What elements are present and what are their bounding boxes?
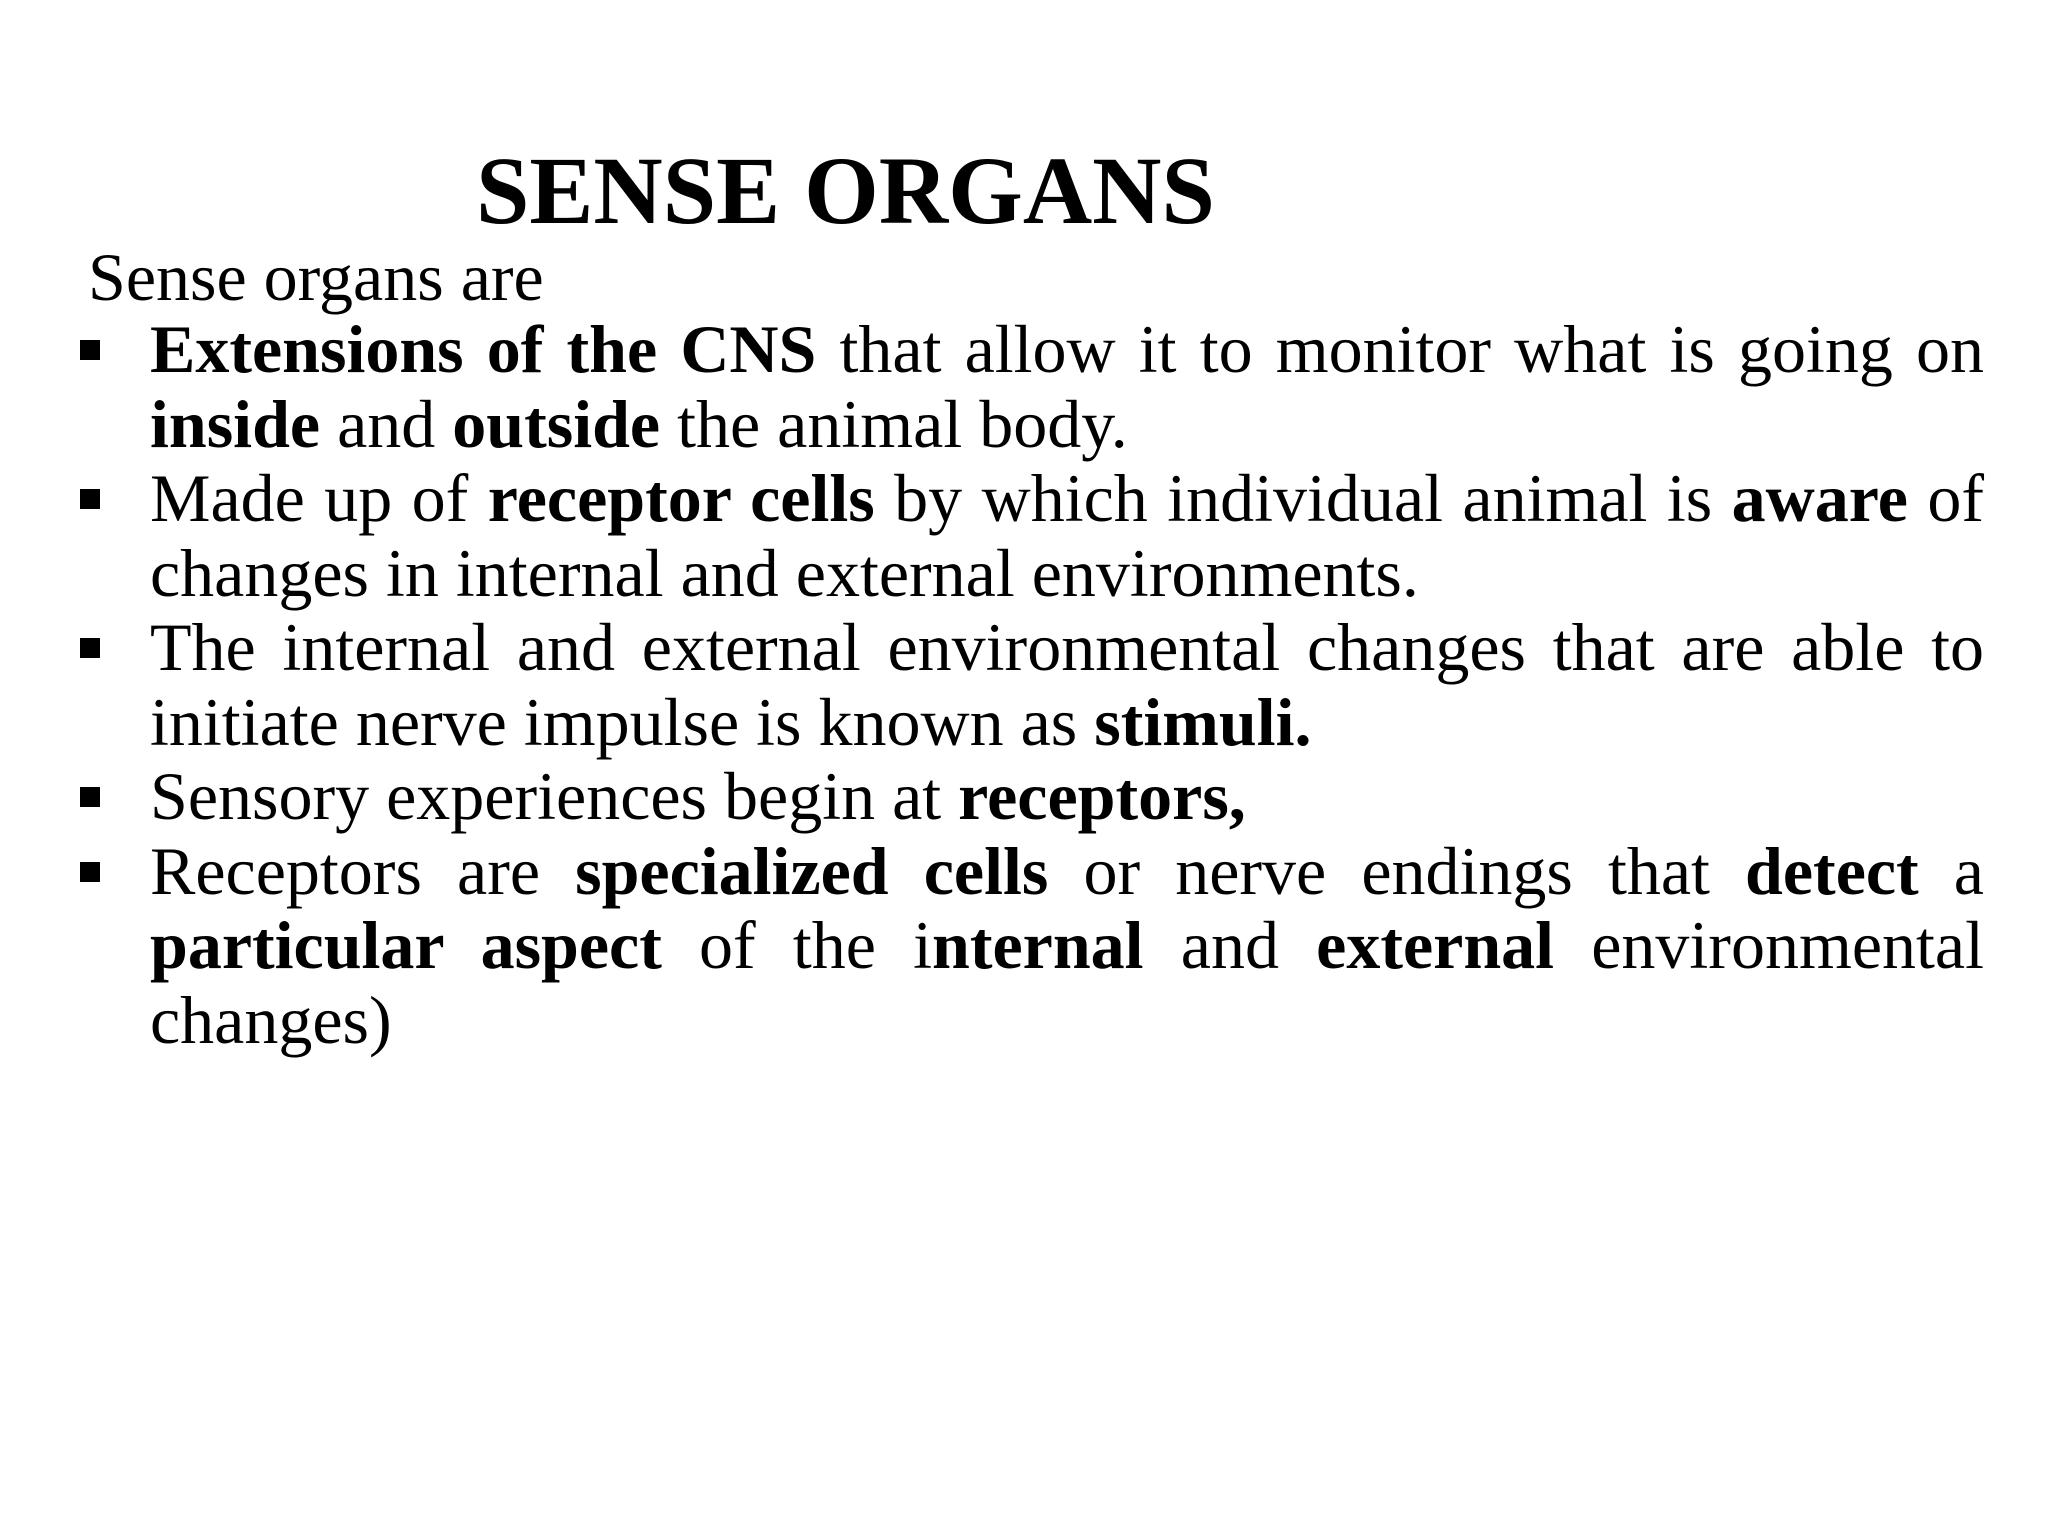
bold-text-segment: detect [1745,832,1919,909]
bullet-item [150,610,1984,759]
bold-text-segment: stimuli. [1094,683,1312,760]
bold-text-segment: inside [150,385,321,462]
text-segment: a [1918,832,1984,909]
bold-text-segment: nternal [932,907,1144,983]
bullet-item [150,759,1984,834]
text-segment: the animal body. [660,385,1128,462]
bold-text-segment: particular aspect [150,907,662,983]
bold-text-segment: receptor cells [487,460,875,536]
text-segment: and [320,385,453,462]
text-segment: Sensory experiences begin at [150,758,959,834]
square-bullet-icon [80,489,100,509]
bold-text-segment: Extensions of the CNS [150,311,817,387]
text-segment: or nerve endings that [1048,832,1746,909]
text-segment: by which individual animal is [874,460,1732,536]
square-bullet-icon [80,638,100,658]
intro-text: Sense organs are [88,239,544,315]
square-bullet-icon [80,862,100,882]
square-bullet-icon [80,787,100,807]
bold-text-segment: aware [1731,460,1908,536]
bold-text-segment: outside [452,385,661,462]
text-segment: that allow it to monitor what is going on [816,311,1984,387]
text-segment: and [1143,907,1317,983]
square-bullet-icon [80,340,100,360]
bullet-item [150,312,1984,461]
slide-title: SENSE ORGANS [476,137,1215,244]
text-segment: Made up of [150,460,488,536]
bold-text-segment: specialized cells [575,832,1049,909]
bullet-item [150,834,1984,1058]
text-segment: The internal and external environmental changes that are able to initiate nerve impulse is known as [150,609,1984,760]
text-segment: Receptors are [150,832,576,909]
bullet-list [150,312,1984,1057]
text-segment: of the i [661,907,933,983]
bold-text-segment: external [1316,907,1555,983]
bold-text-segment: receptors, [958,758,1246,834]
text-segment: of changes in internal and external environments. [150,460,1984,611]
text-segment: environmental changes) [150,907,1984,1058]
bullet-item [150,461,1984,610]
